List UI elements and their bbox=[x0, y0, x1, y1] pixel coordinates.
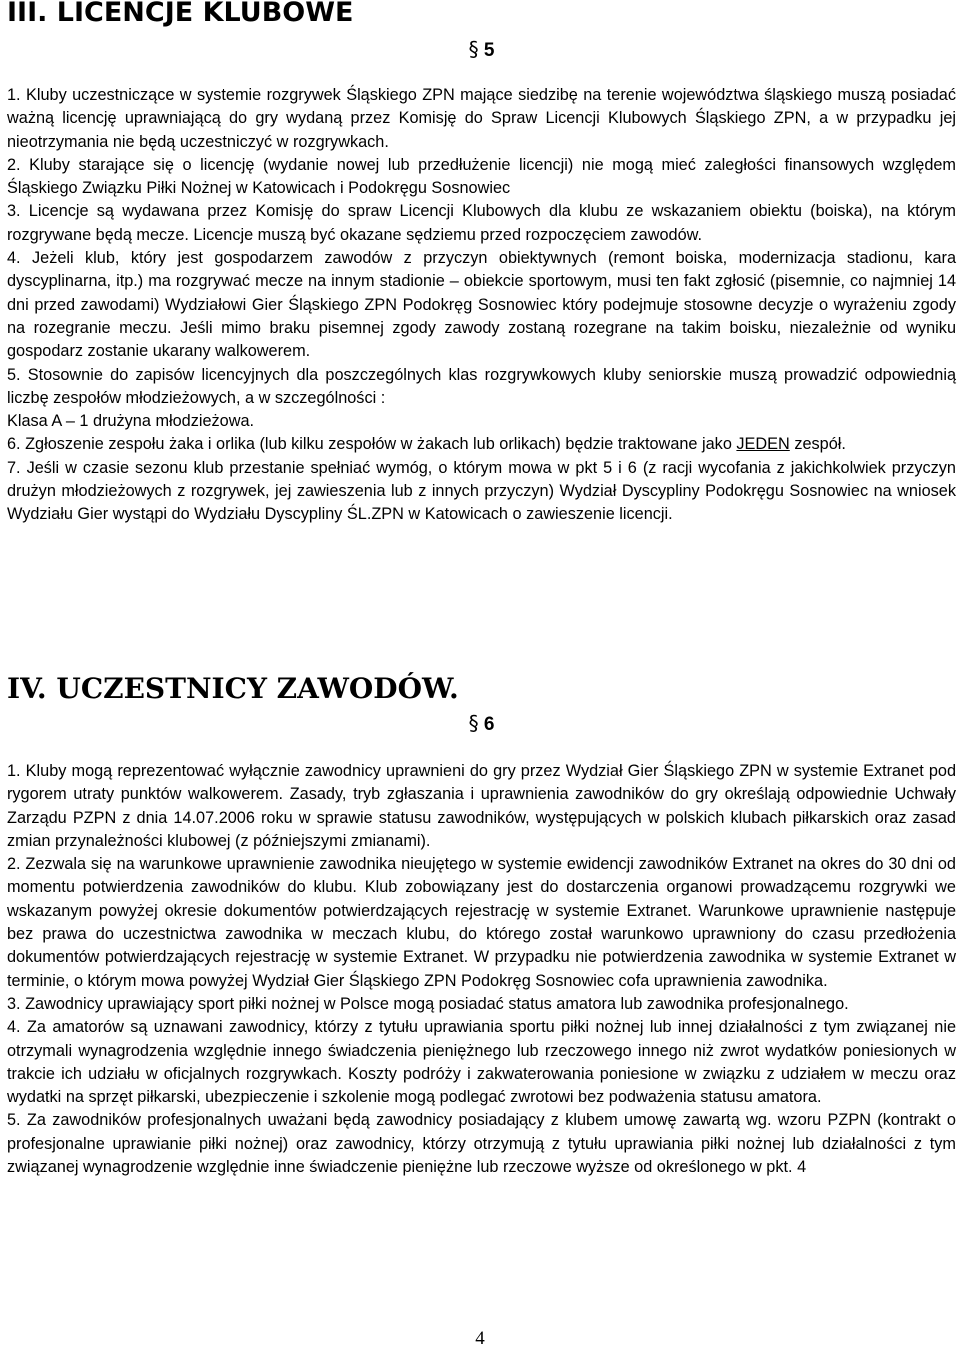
section3-item-6 bbox=[7, 433, 956, 456]
section3-item-2: 2. Kluby starające się o licencję (wydanie nowej lub przedłużenie licencji) nie mogą mieć zaległości finansowych względem Śląskiego Związku Piłki Nożnej w Katowicach i Podokręgu Sosnowiec bbox=[7, 155, 956, 198]
section3-body bbox=[7, 84, 956, 527]
section3-item-7: 7. Jeśli w czasie sezonu klub przestanie spełniać wymóg, o którym mowa w pkt 5 i 6 (z racji wycofania z jakichkolwiek przyczyn drużyn młodzieżowych z rozgrywek, jej zawieszenia lub z innych przyczyn) Wydział Dyscypliny Podokręgu Sosnowiec na wniosek Wydziału Gier wystąpi do Wydziału Dyscypliny ŚL.ZPN w Katowicach o zawieszenie licencji. bbox=[7, 458, 956, 524]
section3-item-4: 4. Jeżeli klub, który jest gospodarzem zawodów z przyczyn obiektywnych (remont boiska, modernizacja stadionu, kara dyscyplinarna, itp.) ma rozgrywać mecze na innym stadionie – obiekcie sportowym, musi ten fakt zgłosić (pisemnie, co najmniej 14 dni przed zawodami) Wydziałowi Gier Śląskiego ZPN Podokręg Sosnowiec który podejmuje stosowne decyzje o wyrażeniu zgody na rozegranie meczu. Jeśli mimo braku pisemnej zgody zawody zostaną rozegrane na takim boisku, niezależnie od wyniku gospodarz zostanie ukarany walkowerem. bbox=[7, 249, 956, 361]
section-heading-licencje: III. LICENCJE KLUBOWE bbox=[7, 0, 354, 28]
paragraph-symbol: § bbox=[468, 711, 479, 735]
section4-item-3: 3. Zawodnicy uprawiający sport piłki nożnej w Polsce mogą posiadać status amatora lub zawodnika profesjonalnego. bbox=[7, 994, 849, 1013]
section4-item-5: 5. Za zawodników profesjonalnych uważani będą zawodnicy posiadający z klubem umowę zawartą wg. wzoru PZPN (kontrakt o profesjonalne uprawianie piłki nożnej) oraz zawodnicy, którzy otrzymują z tytułu uprawiania piłki nożnej lub działalności z tym związanej wynagrodzenie względnie inne świadczenie pieniężne lub rzeczowe wyższe od określonego w pkt. 4 bbox=[7, 1111, 956, 1177]
item6-text: 6. Zgłoszenie zespołu żaka i orlika (lub kilku zespołów w żakach lub orlikach) będzie traktowane jako bbox=[7, 435, 737, 454]
item6-text-end: zespół. bbox=[789, 435, 846, 454]
section4-item-2: 2. Zezwala się na warunkowe uprawnienie zawodnika nieujętego w systemie ewidencji zawodników Extranet na okres do 30 dni od momentu potwierdzenia zawodników do klubu. Klub zobowiązany jest do dostarczenia organowi prowadzącemu rozgrywki we wskazanym powyżej okresie dokumentów potwierdzających rejestrację w systemie Extranet. Warunkowe uprawnienie następuje bez prawa do uczestnictwa zawodnika w meczach klubu, do którego został warunkowo uprawniony do czasu przedłożenia dokumentów potwierdzających rejestrację w systemie Extranet. W przypadku nie potwierdzenia zawodnika w systemie Extranet w terminie, o którym mowa powyżej Wydział Gier Śląskiego ZPN Podokręg Sosnowiec cofa uprawnienia zawodnika. bbox=[7, 855, 956, 990]
section-heading-uczestnicy: IV. UCZESTNICY ZAWODÓW. bbox=[7, 672, 459, 705]
section4-item-4: 4. Za amatorów są uznawani zawodnicy, którzy z tytułu uprawiania sportu piłki nożnej lub innej działalności z tym związanej nie otrzymali wynagrodzenia względnie innego świadczenia pieniężnego lub rzeczowego innego niż zwrot wydatków poniesionych w trakcie ich udziału w oficjalnych rozgrywkach. Koszty podróży i zakwaterowania poniesione w związku z udziałem w meczu oraz wydatki na sprzęt piłkarski, ubezpieczenie i szkolenie mogą podlegać zwrotowi bez podważenia statusu amatora. bbox=[7, 1018, 956, 1107]
section4-item-1: 1. Kluby mogą reprezentować wyłącznie zawodnicy uprawnieni do gry przez Wydział Gier Śląskiego ZPN w systemie Extranet pod rygorem utraty punktów walkowerem. Zasady, tryb zgłaszania i uprawnienia zawodników do gry określają odpowiednie Uchwały Zarządu PZPN z dnia 14.07.2006 roku w sprawie statusu zawodników, występujących w polskich klubach piłkarskich oraz zasad zmian przynależności klubowej (z późniejszymi zmianami). bbox=[7, 762, 956, 850]
section3-item-1: 1. Kluby uczestniczące w systemie rozgrywek Śląskiego ZPN mające siedzibę na terenie województwa śląskiego muszą posiadać ważną licencję uprawniającą do gry wydaną przez Komisję do Spraw Licencji Klubowych Śląskiego ZPN, a w przypadku jej nieotrzymania nie będą uczestniczyć w rozgrywkach. bbox=[7, 86, 956, 151]
paragraph-symbol: § bbox=[468, 37, 479, 61]
item6-underlined: JEDEN bbox=[736, 435, 790, 454]
paragraph-number: 5 bbox=[483, 40, 495, 61]
section3-item-5: 5. Stosownie do zapisów licencyjnych dla poszczególnych klas rozgrywkowych kluby seniorskie muszą prowadzić odpowiednią liczbę zespołów młodzieżowych, a w szczególności : bbox=[7, 365, 956, 407]
section3-item-3: 3. Licencje są wydawana przez Komisję do spraw Licencji Klubowych dla klubu ze wskazaniem obiektu (boiska), na którym rozgrywane będą mecze. Licencje muszą być okazane sędziemu przed rozpoczęciem zawodów. bbox=[7, 202, 956, 244]
section3-item-5-class-a: Klasa A – 1 drużyna młodzieżowa. bbox=[7, 412, 255, 431]
paragraph-sign-6 bbox=[7, 712, 956, 736]
page-number: 4 bbox=[475, 1328, 485, 1349]
paragraph-number: 6 bbox=[483, 714, 495, 735]
section4-body bbox=[7, 760, 956, 1179]
paragraph-sign-5 bbox=[7, 38, 956, 62]
